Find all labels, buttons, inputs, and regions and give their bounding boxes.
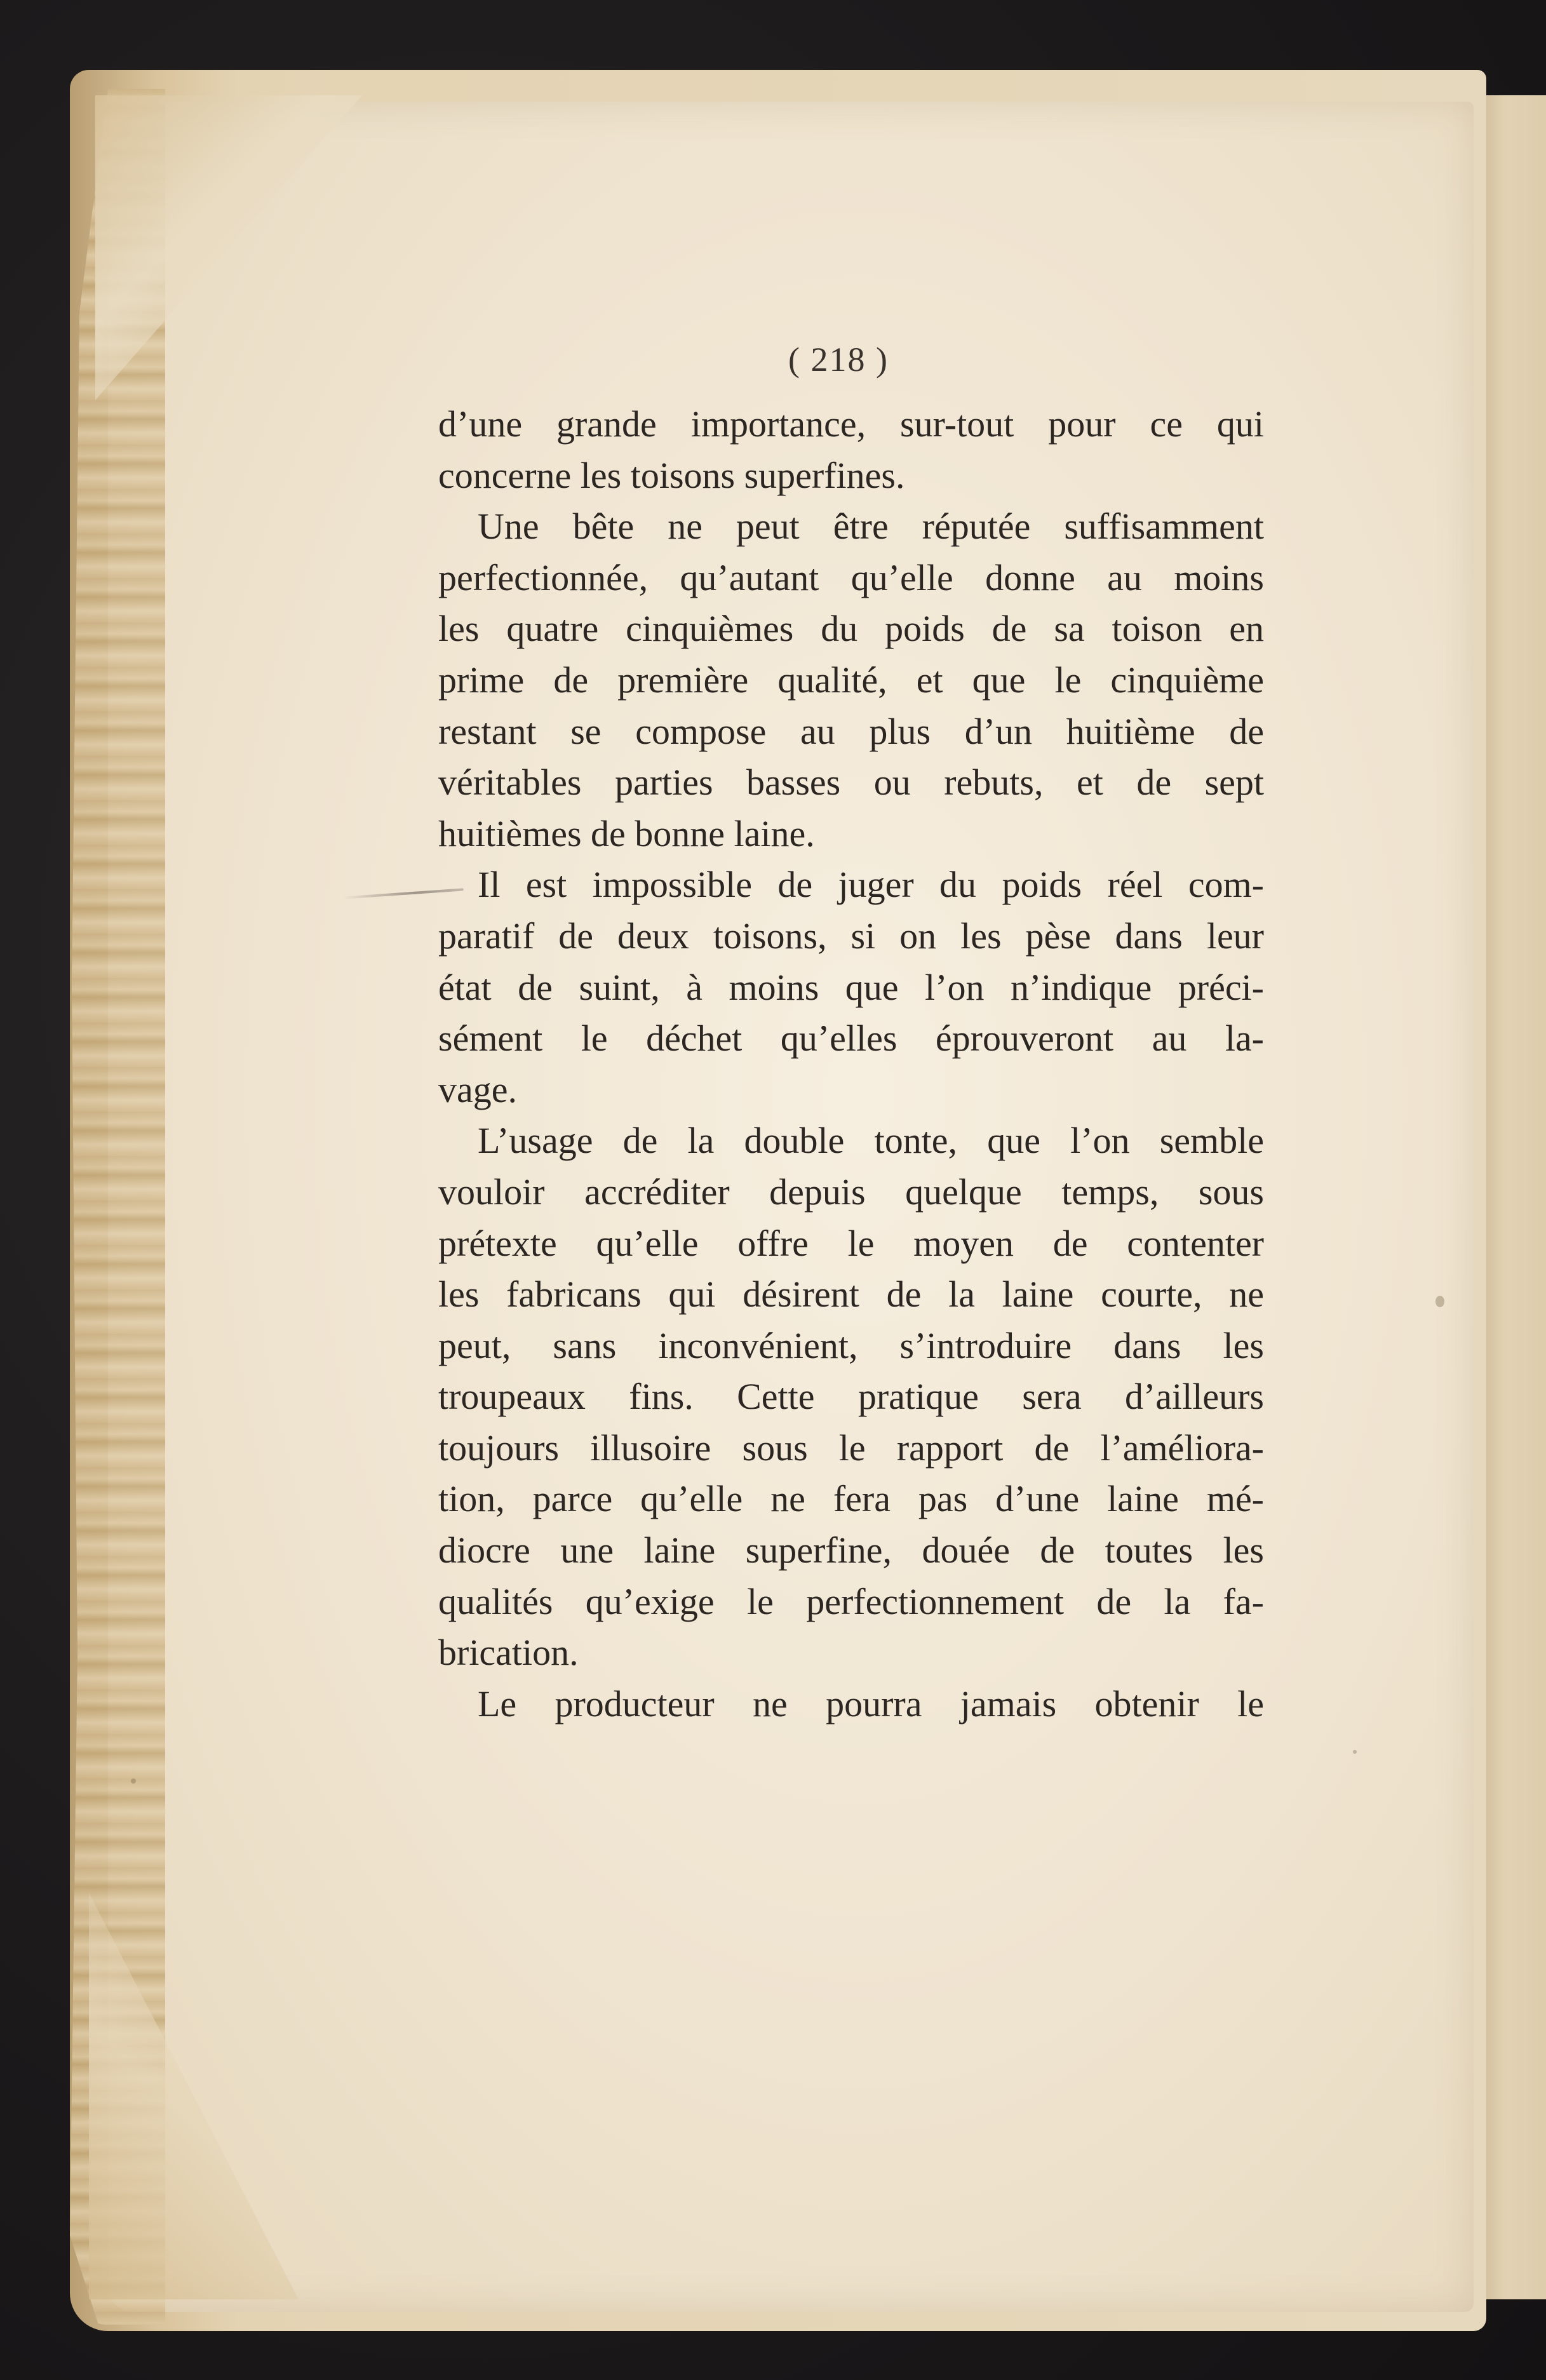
text-line: peut, sans inconvénient, s’introduire dans les xyxy=(438,1324,1264,1366)
text-line: les fabricans qui désirent de la laine courte, ne xyxy=(438,1274,1264,1315)
text-line: d’une grande importance, sur-tout pour ce qui xyxy=(438,403,1264,445)
text-line: prime de première qualité, et que le cinquième xyxy=(438,659,1264,701)
text-line: restant se compose au plus d’un huitième de xyxy=(438,710,1264,752)
text-line: prétexte qu’elle offre le moyen de contenter xyxy=(438,1222,1264,1264)
page-number: ( 218 ) xyxy=(788,340,889,379)
text-line: Le producteur ne pourra jamais obtenir le xyxy=(478,1683,1264,1724)
paper-spot xyxy=(131,1778,136,1784)
text-line: vage. xyxy=(438,1068,517,1110)
text-line: brication. xyxy=(438,1632,579,1674)
text-line: paratif de deux toisons, si on les pèse dans leur xyxy=(438,915,1264,957)
text-line: qualités qu’exige le perfectionnement de la fa- xyxy=(438,1580,1264,1622)
text-line: Il est impossible de juger du poids réel com- xyxy=(478,864,1264,906)
text-line: véritables parties basses ou rebuts, et de sept xyxy=(438,762,1264,803)
paper-spot xyxy=(1353,1750,1357,1754)
text-line: vouloir accréditer depuis quelque temps, sous xyxy=(438,1171,1264,1213)
text-line: L’usage de la double tonte, que l’on semble xyxy=(478,1120,1264,1162)
text-line: troupeaux fins. Cette pratique sera d’ailleurs xyxy=(438,1376,1264,1418)
text-line: diocre une laine superfine, douée de toutes les xyxy=(438,1530,1264,1571)
paper-spot xyxy=(1435,1296,1444,1307)
text-line: état de suint, à moins que l’on n’indique préci- xyxy=(438,966,1264,1008)
text-line: concerne les toisons superfines. xyxy=(438,454,905,496)
text-line: tion, parce qu’elle ne fera pas d’une laine mé- xyxy=(438,1478,1264,1520)
text-line: toujours illusoire sous le rapport de l’améliora- xyxy=(438,1427,1264,1469)
text-line: huitièmes de bonne laine. xyxy=(438,812,815,854)
text-line: sément le déchet qu’elles éprouveront au la- xyxy=(438,1018,1264,1059)
body-text xyxy=(438,399,1264,1730)
text-line: les quatre cinquièmes du poids de sa toison en xyxy=(438,608,1264,650)
text-line: perfectionnée, qu’autant qu’elle donne au moins xyxy=(438,556,1264,598)
text-line: Une bête ne peut être réputée suffisamment xyxy=(478,506,1264,548)
